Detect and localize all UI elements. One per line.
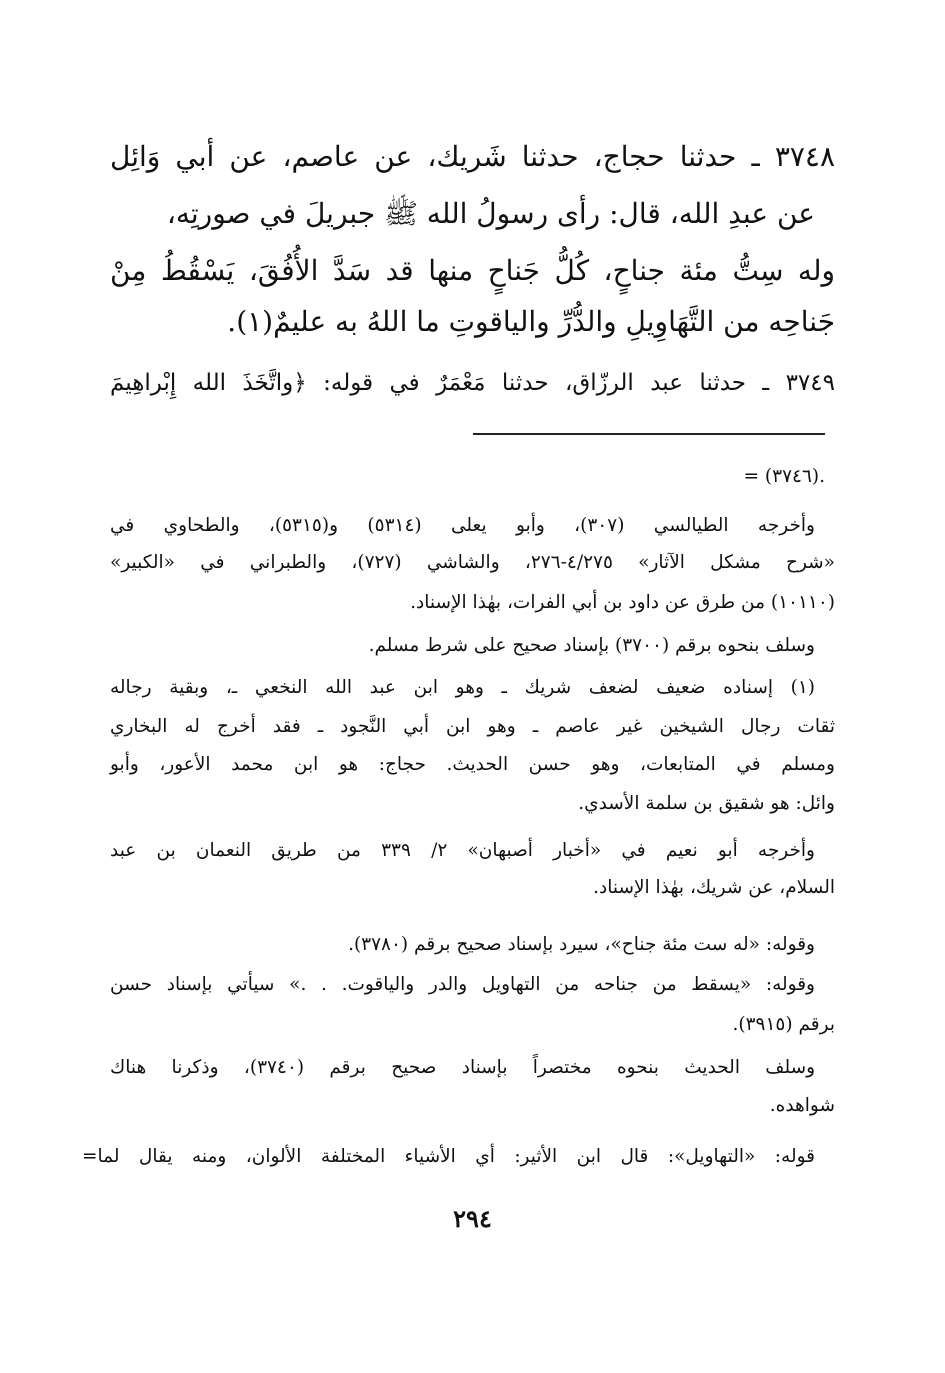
hadith-3748-line-4: جَناحِه من التَّهَاوِيلِ والدُّرِّ والياقوتِ ما اللهُ به عليمٌ(١).: [227, 305, 835, 338]
footnote-para-2-line-1: وسلف بنحوه برقم (٣٧٠٠) بإسناد صحيح على شرط مسلم.: [368, 635, 815, 656]
footnote-para-7-line-1: قوله: «التهاويل»: قال ابن الأثير: أي الأشياء المختلفة الألوان، ومنه يقال لما=: [82, 1146, 815, 1167]
footnote-para-6-line-1: وسلف الحديث بنحوه مختصراً بإسناد صحيح برقم (٣٧٤٠)، وذكرنا هناك: [110, 1057, 815, 1078]
footnote-para-3-line-1: وأخرجه أبو نعيم في «أخبار أصبهان» ٢/ ٣٣٩ من طريق النعمان بن عبد: [110, 840, 815, 861]
hadith-3748-line-1: ٣٧٤٨ ـ حدثنا حجاج، حدثنا شَريك، عن عاصم، عن أبي وَائِل: [110, 140, 835, 173]
footnote-para-1-line-1: وأخرجه الطيالسي (٣٠٧)، وأبو يعلى (٥٣١٤) و(٥٣١٥)، والطحاوي في: [110, 515, 815, 536]
footnote-1-line-2: ثقات رجال الشيخين غير عاصم ـ وهو ابن أبي النَّجود ـ فقد أخرج له البخاري: [110, 716, 835, 737]
hadith-3748-line-3: وله سِتُّ مئة جناحٍ، كُلُّ جَناحٍ منها قد سَدَّ الأُفُقَ، يَسْقُطُ مِنْ: [110, 254, 835, 287]
hadith-3748-line-2: عن عبدِ الله، قال: رأى رسولُ الله ﷺ جبريلَ في صورتِه،: [166, 197, 815, 230]
footnote-para-3-line-2: السلام، عن شريك، بهٰذا الإسناد.: [593, 877, 835, 898]
footnote-continuation: = (٣٧٤٦).: [743, 466, 825, 487]
footnote-separator: [473, 433, 825, 435]
footnote-para-1-line-3: (١٠١١٠) من طرق عن داود بن أبي الفرات، بهٰذا الإسناد.: [410, 592, 835, 613]
footnote-1-line-1: (١) إسناده ضعيف لضعف شريك ـ وهو ابن عبد الله النخعي ـ، وبقية رجاله: [110, 677, 815, 698]
footnote-1-line-3: ومسلم في المتابعات، وهو حسن الحديث. حجاج: هو ابن محمد الأعور، وأبو: [110, 754, 835, 775]
footnote-para-5-line-2: برقم (٣٩١٥).: [732, 1014, 835, 1035]
footnote-para-1-line-2: «شرح مشكل الآثار» ٤/٢٧٥-٢٧٦، والشاشي (٧٢٧)، والطبراني في «الكبير»: [110, 552, 835, 573]
footnote-para-5-line-1: وقوله: «يسقط من جناحه من التهاويل والدر والياقوت. . .» سيأتي بإسناد حسن: [110, 974, 815, 995]
page-number: ٢٩٤: [453, 1204, 492, 1233]
hadith-3749-line-1: ٣٧٤٩ ـ حدثنا عبد الرزّاق، حدثنا مَعْمَرٌ في قوله: ﴿واتَّخَذَ الله إِبْراهِيمَ: [110, 370, 835, 396]
footnote-para-6-line-2: شواهده.: [769, 1095, 835, 1116]
footnote-1-line-4: وائل: هو شقيق بن سلمة الأسدي.: [578, 793, 835, 814]
footnote-para-4-line-1: وقوله: «له ست مئة جناح»، سيرد بإسناد صحيح برقم (٣٧٨٠).: [348, 934, 815, 955]
